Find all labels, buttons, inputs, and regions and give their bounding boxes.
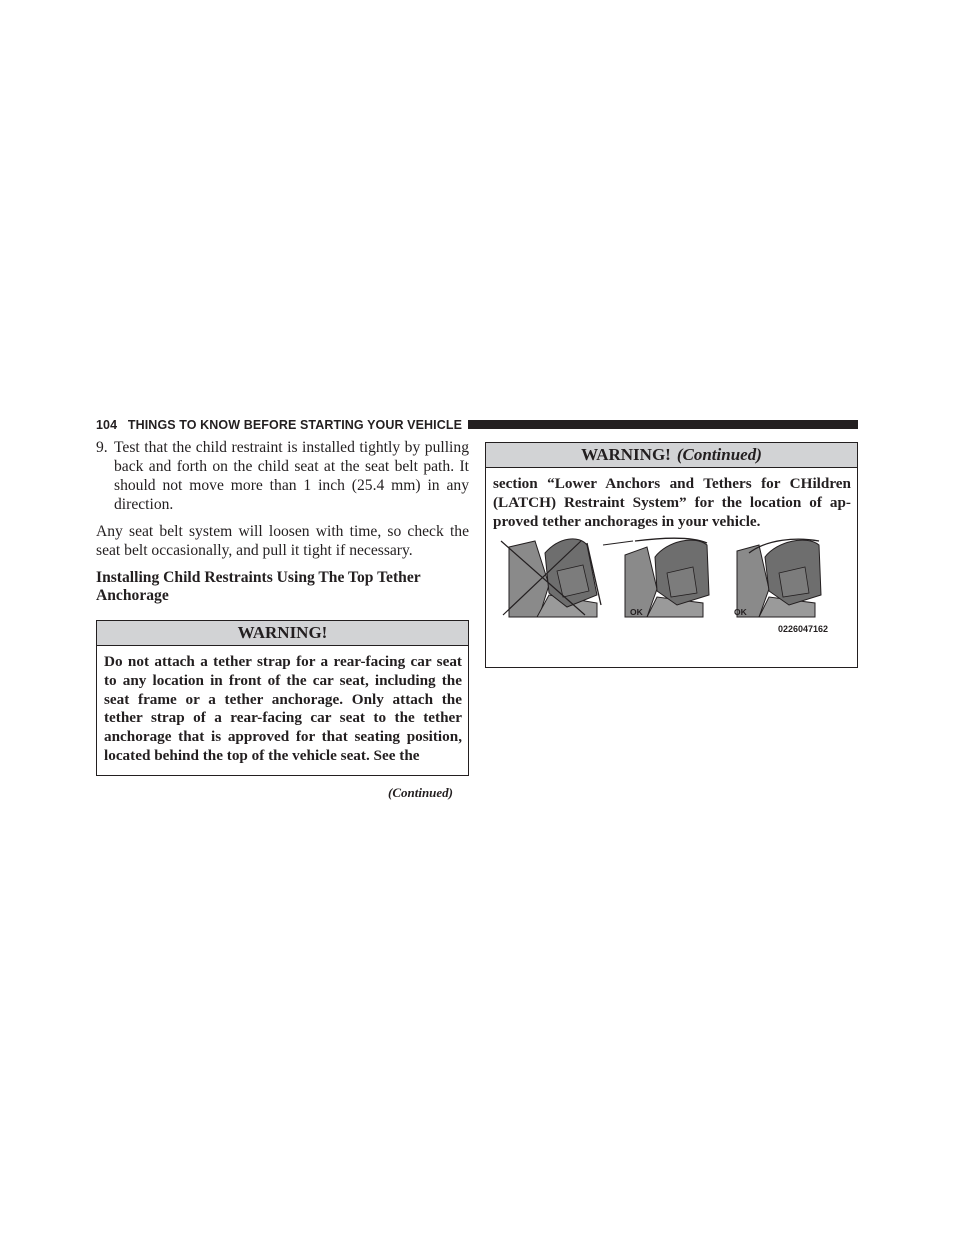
continued-note: (Continued)	[388, 785, 454, 800]
warning-header	[97, 621, 468, 646]
body-paragraph: Any seat belt system will loosen with time, so check the seat belt occasionally, and pull it tight if necessary.	[96, 523, 469, 559]
seat-ok-1	[625, 538, 709, 617]
section-subheading: Installing Child Restraints Using The Top Tether Anchorage	[96, 569, 421, 604]
figure-label-ok-1: OK	[630, 607, 643, 617]
step-item	[96, 438, 469, 514]
step-text: Test that the child restraint is installed tightly by pulling back and forth on the child seat at the seat belt path. It should not move more than 1 inch (25.4 mm) in any direction.	[114, 439, 469, 513]
page-header	[96, 417, 858, 433]
page-number: 104	[96, 418, 118, 432]
warning-box	[96, 620, 469, 776]
header-text	[96, 417, 462, 433]
section-title: THINGS TO KNOW BEFORE STARTING YOUR VEHICLE	[127, 418, 463, 432]
seat-ok-2	[737, 539, 821, 617]
warning-continued-header	[486, 443, 857, 468]
header-rule	[468, 420, 858, 429]
seat-not-ok	[501, 539, 633, 617]
step-number: 9.	[96, 439, 108, 456]
figure-label-ok-2: OK	[734, 607, 747, 617]
warning-continued-body: section “Lower Anchors and Tethers for CHildren (LATCH) Restraint System” for the location of ap-proved tether anchorages in your vehicle.	[493, 475, 851, 530]
warning-body: Do not attach a tether strap for a rear-facing car seat to any location in front of the car seat, including the seat frame or a tether anchorage. Only attach the tether strap of a rear-facing car seat to the tether anchorage that is approved for that seating position, located behind the top of the vehicle seat. See the	[104, 653, 462, 764]
warning-continued-suffix: (Continued)	[676, 445, 762, 464]
child-seat-illustration	[497, 535, 833, 635]
left-column	[96, 438, 469, 605]
warning-title: WARNING!	[237, 623, 328, 642]
figure-code: 0226047162	[778, 624, 829, 634]
warning-continued-title: WARNING!	[581, 445, 671, 464]
